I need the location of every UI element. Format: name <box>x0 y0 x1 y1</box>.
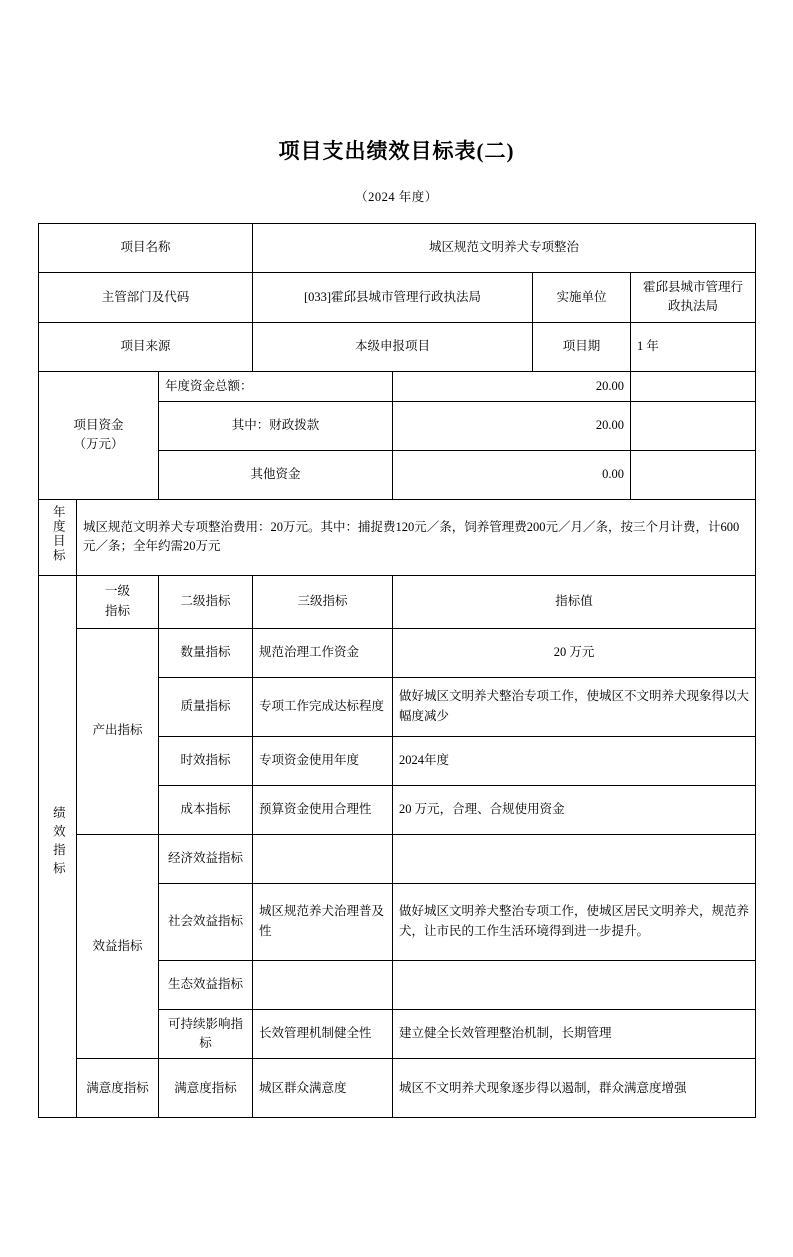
period-value: 1 年 <box>631 322 756 371</box>
page-title: 项目支出绩效目标表(二) <box>278 139 515 163</box>
level3-label: 城区群众满意度 <box>253 1059 393 1118</box>
level2-label: 质量指标 <box>159 677 253 736</box>
group-name-benefit: 效益指标 <box>77 834 159 1059</box>
source-label: 项目来源 <box>39 322 253 371</box>
indicator-value: 建立健全长效管理整治机制，长期管理 <box>393 1009 756 1059</box>
table-row-output-1 <box>39 628 756 677</box>
level3-label <box>253 960 393 1009</box>
unit-label: 实施单位 <box>533 273 631 323</box>
fund-fiscal-label: 其中：财政拨款 <box>159 402 393 451</box>
level2-label: 经济效益指标 <box>159 834 253 883</box>
table-row-source <box>39 322 756 371</box>
level3-label: 预算资金使用合理性 <box>253 785 393 834</box>
fund-fiscal-blank <box>631 402 756 451</box>
group-name-output: 产出指标 <box>77 628 159 834</box>
fund-other-label: 其他资金 <box>159 451 393 500</box>
performance-target-table <box>38 223 756 1118</box>
level2-label: 生态效益指标 <box>159 960 253 1009</box>
department-value: [033]霍邱县城市管理行政执法局 <box>253 273 533 323</box>
table-row-project-name <box>39 224 756 273</box>
unit-value: 霍邱县城市管理行政执法局 <box>631 273 756 323</box>
indicator-value: 做好城区文明养犬整治专项工作，使城区居民文明养犬，规范养犬，让市民的工作生活环境得到进一步提升。 <box>393 883 756 960</box>
level3-label: 长效管理机制健全性 <box>253 1009 393 1059</box>
header-level3: 三级指标 <box>253 575 393 628</box>
table-row-annual-goal <box>39 500 756 575</box>
project-name-label: 项目名称 <box>39 224 253 273</box>
fund-fiscal-value: 20.00 <box>393 402 631 451</box>
indicator-value: 20 万元，合理、合规使用资金 <box>393 785 756 834</box>
funds-label-line1: 项目资金 <box>73 418 124 433</box>
level2-label: 数量指标 <box>159 628 253 677</box>
table-row-satisfaction-1 <box>39 1059 756 1118</box>
level2-label: 可持续影响指标 <box>159 1009 253 1059</box>
indicator-value <box>393 834 756 883</box>
level2-label: 成本指标 <box>159 785 253 834</box>
fund-total-blank <box>631 371 756 401</box>
department-label: 主管部门及代码 <box>39 273 253 323</box>
level2-label: 满意度指标 <box>159 1059 253 1118</box>
level3-label: 专项工作完成达标程度 <box>253 677 393 736</box>
indicator-value: 20 万元 <box>393 628 756 677</box>
level2-label: 社会效益指标 <box>159 883 253 960</box>
table-row-benefit-1 <box>39 834 756 883</box>
level3-label: 规范治理工作资金 <box>253 628 393 677</box>
indicator-value: 2024年度 <box>393 736 756 785</box>
indicator-value: 城区不文明养犬现象逐步得以遏制，群众满意度增强 <box>393 1059 756 1118</box>
performance-indicator-label: 绩效指标 <box>39 575 77 1118</box>
funds-label-line2: （万元） <box>73 437 124 452</box>
group-name-satisfaction: 满意度指标 <box>77 1059 159 1118</box>
level3-label: 城区规范养犬治理普及性 <box>253 883 393 960</box>
header-value: 指标值 <box>393 575 756 628</box>
annual-goal-value: 城区规范文明养犬专项整治费用：20万元。其中：捕捉费120元／条，饲养管理费200元／月／条，按三个月计费，计600元／条；全年约需20万元 <box>77 500 756 575</box>
indicator-value: 做好城区文明养犬整治专项工作，使城区不文明养犬现象得以大幅度减少 <box>393 677 756 736</box>
document-page <box>0 135 793 1257</box>
indicator-value <box>393 960 756 1009</box>
table-row-fund-total <box>39 371 756 401</box>
fund-other-value: 0.00 <box>393 451 631 500</box>
level3-label: 专项资金使用年度 <box>253 736 393 785</box>
funds-label <box>39 371 159 499</box>
table-row-indicator-header <box>39 575 756 628</box>
fund-total-value: 20.00 <box>393 371 631 401</box>
fund-total-label: 年度资金总额： <box>159 371 393 401</box>
annual-goal-label: 年度目标 <box>39 500 77 575</box>
header-level2: 二级指标 <box>159 575 253 628</box>
level3-label <box>253 834 393 883</box>
project-name-value: 城区规范文明养犬专项整治 <box>253 224 756 273</box>
period-label: 项目期 <box>533 322 631 371</box>
source-value: 本级申报项目 <box>253 322 533 371</box>
page-subtitle: （2024 年度） <box>355 190 438 204</box>
header-level1: 一级 指标 <box>77 575 159 628</box>
fund-other-blank <box>631 451 756 500</box>
table-row-department <box>39 273 756 323</box>
level2-label: 时效指标 <box>159 736 253 785</box>
